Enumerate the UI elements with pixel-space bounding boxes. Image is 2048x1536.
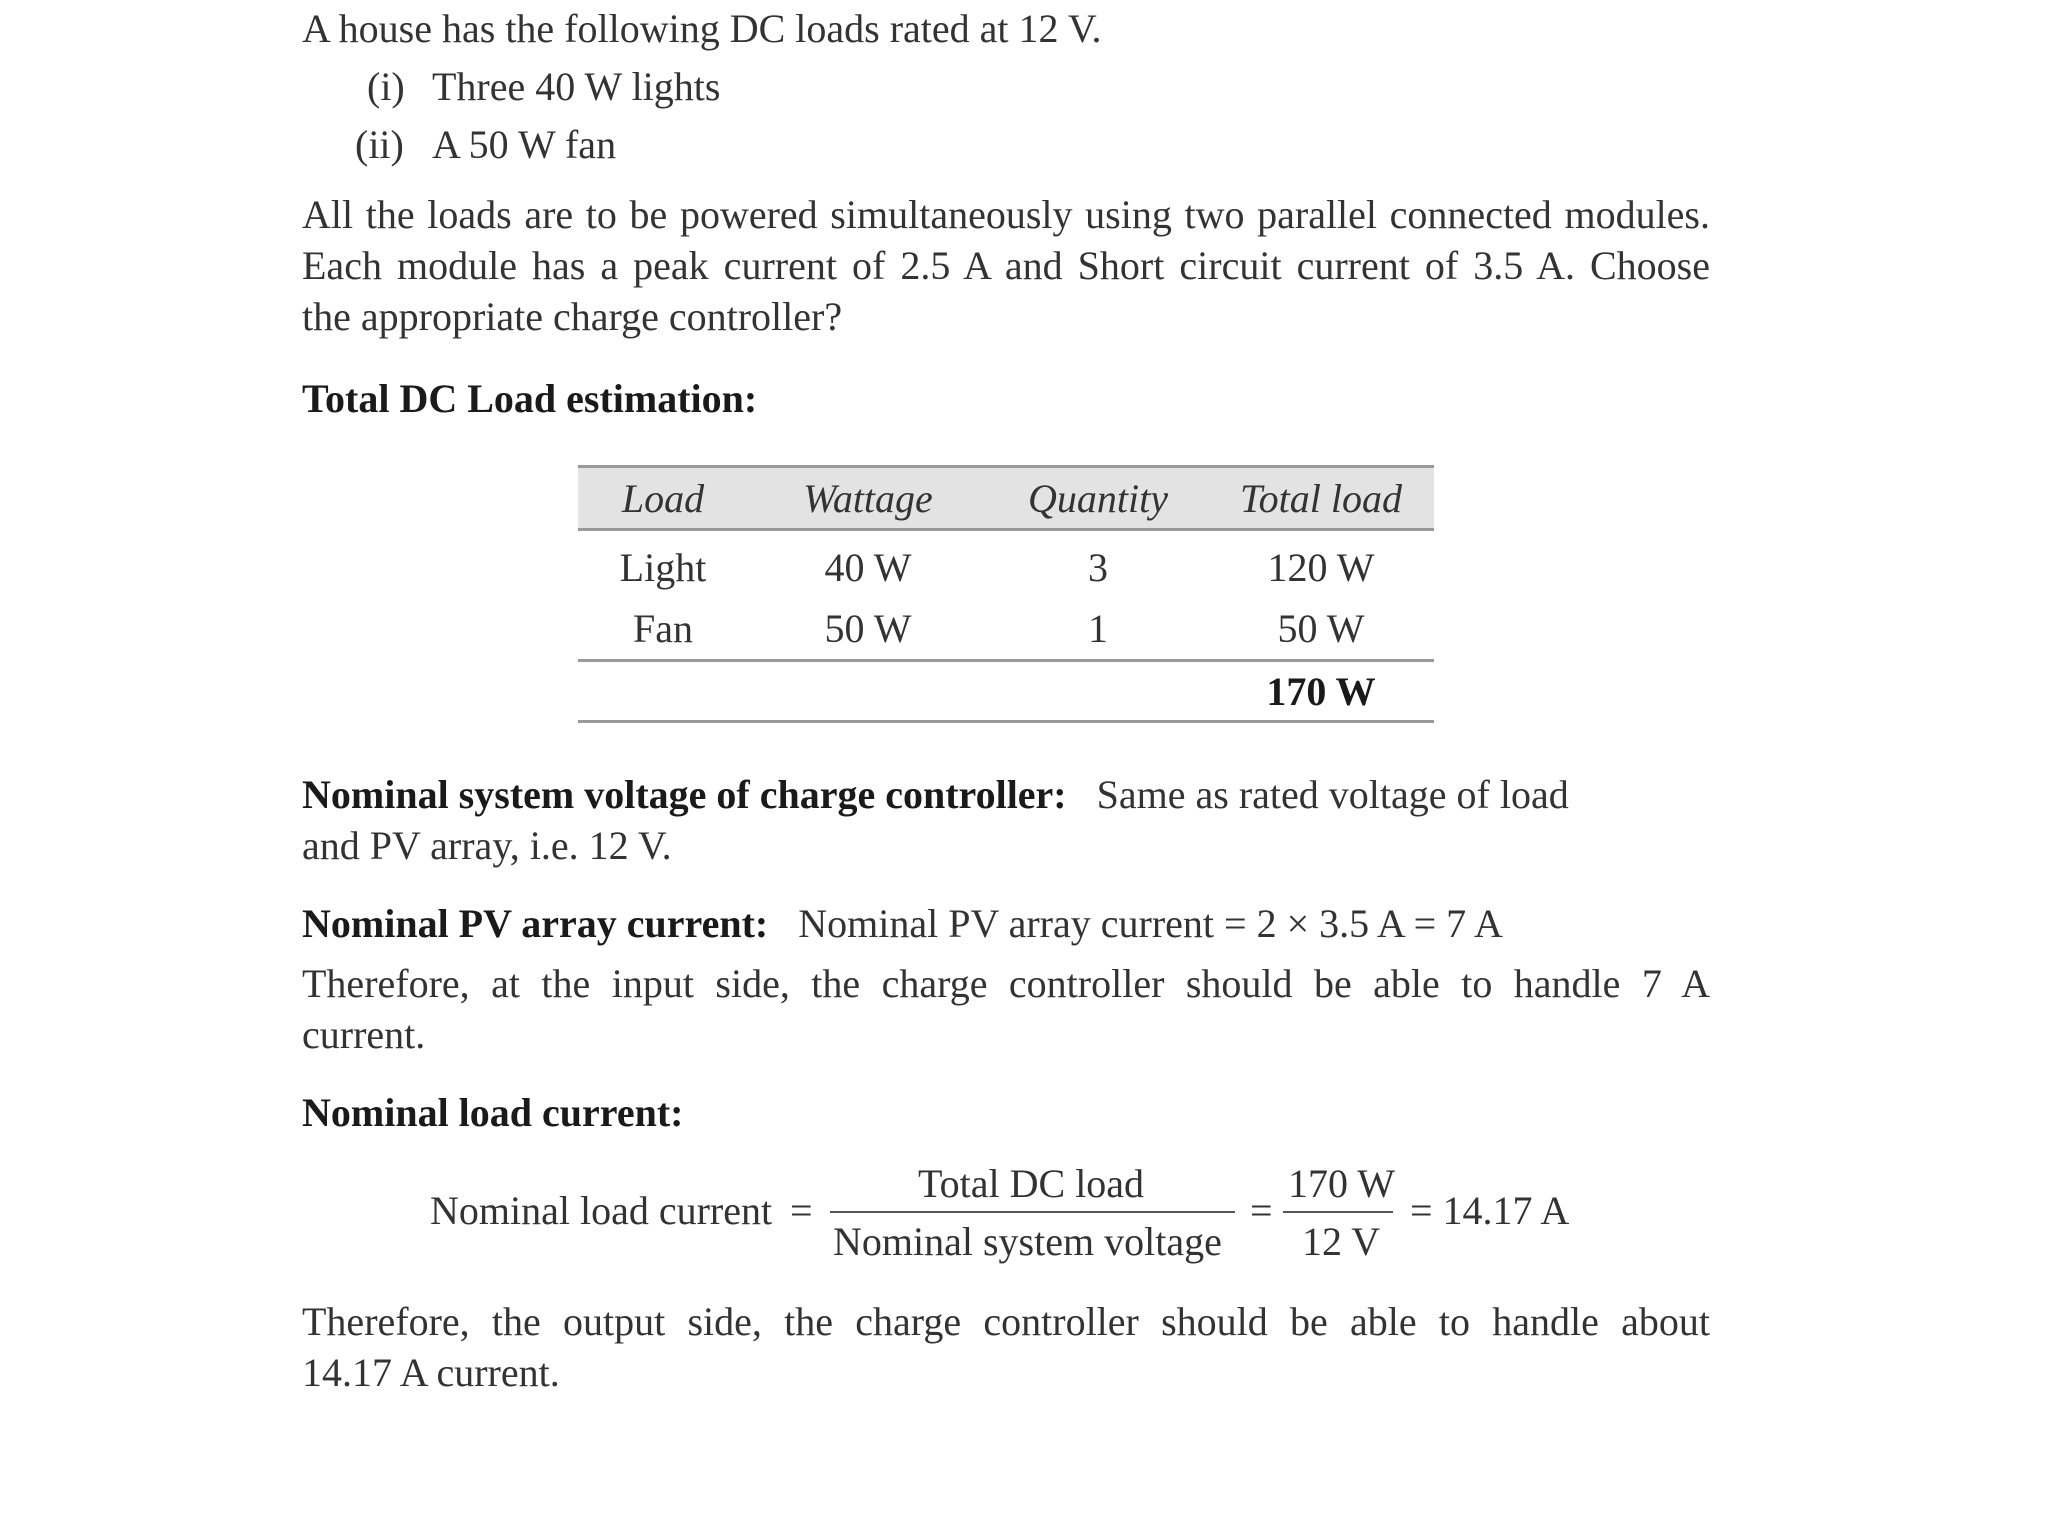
load-current-heading: Nominal load current: bbox=[302, 1090, 684, 1135]
eq-lhs: Nominal load current bbox=[430, 1188, 773, 1233]
header-quantity: Quantity bbox=[988, 467, 1208, 530]
voltage-line-1 bbox=[302, 770, 1569, 820]
pv-heading: Nominal PV array current: bbox=[302, 901, 769, 946]
cell-load: Fan bbox=[633, 606, 693, 651]
pv-line-3: current. bbox=[302, 1012, 426, 1057]
table-header-row bbox=[578, 467, 1434, 530]
eq-equals-1: = bbox=[790, 1188, 813, 1233]
cell-load: Light bbox=[619, 545, 707, 590]
header-total-load: Total load bbox=[1208, 467, 1434, 530]
eq-numerator: Total DC load bbox=[918, 1161, 1145, 1206]
voltage-line-2: and PV array, i.e. 12 V. bbox=[302, 823, 672, 868]
eq-denominator: Nominal system voltage bbox=[833, 1219, 1222, 1264]
eq-result: = 14.17 A bbox=[1410, 1188, 1570, 1233]
load-table bbox=[578, 465, 1434, 723]
header-load: Load bbox=[578, 467, 748, 530]
table-total-row bbox=[578, 661, 1434, 722]
cell-wattage: 50 W bbox=[824, 606, 912, 651]
pv-line-1 bbox=[302, 899, 1503, 949]
eq-denominator-2: 12 V bbox=[1302, 1219, 1381, 1264]
problem-intro: A house has the following DC loads rated at 12 V. bbox=[302, 6, 1102, 51]
conclusion-line-2: 14.17 A current. bbox=[302, 1350, 560, 1395]
voltage-text: Same as rated voltage of load bbox=[1096, 772, 1569, 817]
cell-quantity: 3 bbox=[1088, 545, 1108, 590]
pv-paragraph bbox=[302, 958, 1710, 1060]
paragraph-line-2: Each module has a peak current of 2.5 A and Short circuit current of 3.5 A. Choose bbox=[302, 243, 1710, 288]
cell-wattage: 40 W bbox=[824, 545, 912, 590]
table-row bbox=[578, 598, 1434, 661]
paragraph-line-3: the appropriate charge controller? bbox=[302, 294, 843, 339]
table-row bbox=[578, 530, 1434, 599]
pv-equation: Nominal PV array current = 2 × 3.5 A = 7 A bbox=[798, 901, 1503, 946]
cell-total: 120 W bbox=[1267, 545, 1375, 590]
eq-equals-2: = bbox=[1250, 1188, 1273, 1233]
item-2-text: A 50 W fan bbox=[432, 122, 617, 167]
item-1-number: (i) bbox=[367, 64, 405, 109]
cell-grand-total: 170 W bbox=[1208, 661, 1434, 722]
item-1-text: Three 40 W lights bbox=[432, 64, 721, 109]
pv-line-2: Therefore, at the input side, the charge controller should be able to handle 7 A bbox=[302, 961, 1710, 1006]
cell-total: 50 W bbox=[1277, 606, 1365, 651]
paragraph-line-1: All the loads are to be powered simultaneously using two parallel connected modules. bbox=[302, 192, 1710, 237]
problem-paragraph bbox=[302, 189, 1710, 342]
fraction-bar-1 bbox=[830, 1211, 1235, 1213]
voltage-heading: Nominal system voltage of charge controller: bbox=[302, 772, 1067, 817]
conclusion-line-1: Therefore, the output side, the charge controller should be able to handle about bbox=[302, 1299, 1710, 1344]
conclusion-paragraph bbox=[302, 1296, 1710, 1398]
cell-quantity: 1 bbox=[1088, 606, 1108, 651]
header-wattage: Wattage bbox=[748, 467, 988, 530]
item-2-number: (ii) bbox=[355, 122, 404, 167]
load-estimation-heading: Total DC Load estimation: bbox=[302, 376, 758, 421]
fraction-bar-2 bbox=[1283, 1211, 1393, 1213]
eq-numerator-2: 170 W bbox=[1288, 1161, 1396, 1206]
